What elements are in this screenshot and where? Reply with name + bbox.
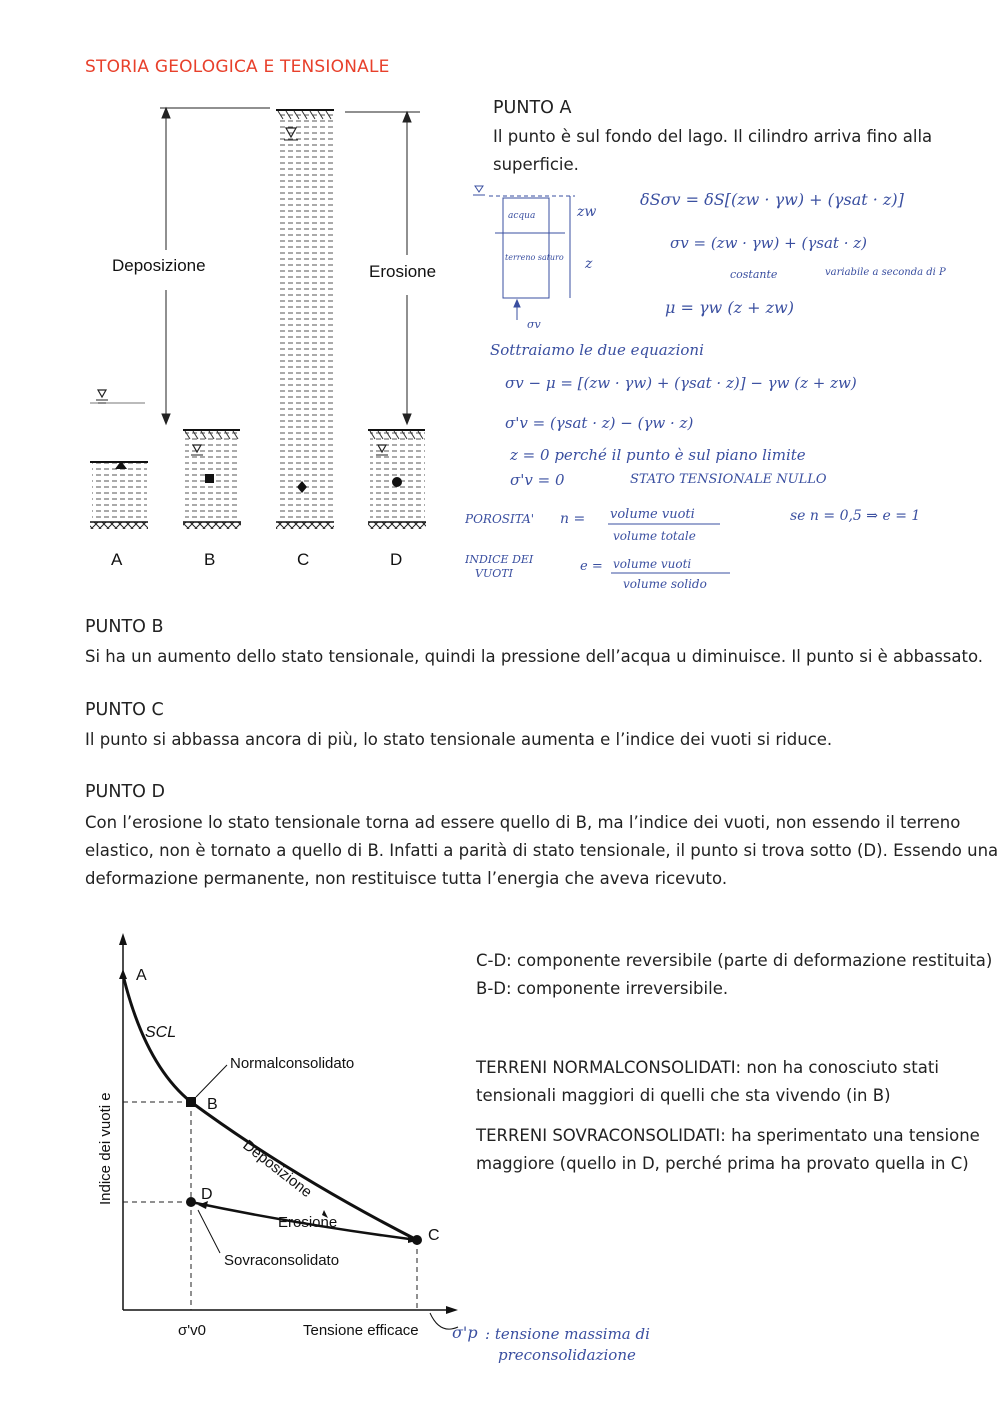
column-b: [183, 430, 241, 529]
label-scl: SCL: [145, 1024, 177, 1041]
erosione-label: Erosione: [369, 262, 437, 281]
eq1: δSσv = δS[(zw · γw) + (γsat · z)]: [640, 190, 904, 209]
label-erosione: Erosione: [278, 1214, 338, 1231]
indice-formula: e =: [580, 559, 603, 574]
porosita-den: volume totale: [613, 529, 696, 543]
label-normal: Normalconsolidato: [230, 1055, 355, 1072]
deposizione-curve: [123, 975, 417, 1240]
eq2-note2: variabile a seconda di P: [825, 267, 946, 278]
cyl-terreno: terreno saturo: [505, 253, 564, 262]
eq7-note: STATO TENSIONALE NULLO: [630, 472, 827, 487]
page-title: STORIA GEOLOGICA E TENSIONALE: [85, 57, 390, 77]
se-note: se n = 0,5 ⇒ e = 1: [790, 508, 921, 524]
eq2: σv = (zw · γw) + (γsat · z): [670, 234, 868, 252]
geological-history-figure: [80, 100, 450, 580]
y-axis-label: Indice dei vuoti e: [97, 1092, 114, 1205]
label-d: D: [201, 1186, 213, 1203]
normal-line-2: tensionali maggiori di quelli che sta vivendo (in B): [476, 1086, 891, 1105]
label-a: A: [136, 967, 147, 984]
cyl-acqua: acqua: [508, 211, 536, 221]
punto-b-text: Si ha un aumento dello stato tensionale, quindi la pressione dell’acqua u diminuisce. Il punto si è abbassato.: [85, 647, 984, 666]
point-c: [412, 1235, 422, 1245]
deposizione-label: Deposizione: [112, 256, 206, 275]
point-d: [186, 1197, 196, 1207]
punto-a-heading: PUNTO A: [493, 98, 572, 118]
cd-text: C-D: componente reversibile (parte di deformazione restituita): [476, 951, 993, 970]
x-tick-sigma-v0: σ'v0: [178, 1322, 206, 1339]
punto-c-text: Il punto si abbassa ancora di più, lo stato tensionale aumenta e l’indice dei vuoti si riduce.: [85, 730, 833, 749]
sigma-p-note-1: : tensione massima di: [485, 1325, 650, 1343]
column-d: [368, 430, 426, 529]
bd-text: B-D: componente irreversibile.: [476, 979, 729, 998]
normal-line-1: TERRENI NORMALCONSOLIDATI: non ha conosciuto stati: [476, 1058, 939, 1077]
sovra-line-1: TERRENI SOVRACONSOLIDATI: ha sperimentato una tensione: [476, 1126, 980, 1145]
eq6: z = 0 perché il punto è sul piano limite: [510, 446, 806, 464]
column-label-b: B: [204, 550, 216, 569]
cyl-zw: zw: [577, 204, 597, 220]
eq2-note1: costante: [730, 268, 778, 281]
label-sovra: Sovraconsolidato: [224, 1252, 340, 1269]
punto-d-line-3: deformazione permanente, non restituisce tutta l’energia che aveva ricevuto.: [85, 869, 728, 888]
sigma-p-label: σ'p: [452, 1323, 478, 1342]
porosita-label: POROSITA': [465, 512, 535, 526]
eq4: σv − μ = [(zw · γw) + (γsat · z)] − γw (z + zw): [505, 374, 857, 392]
indice-label-1: INDICE DEI: [465, 553, 534, 566]
cyl-sigma: σv: [527, 318, 541, 331]
porosita-formula: n =: [560, 511, 586, 527]
column-label-c: C: [297, 550, 310, 569]
label-c: C: [428, 1227, 440, 1244]
punto-d-line-1: Con l’erosione lo stato tensionale torna ad essere quello di B, ma l’indice dei vuoti, non essendo il terreno: [85, 813, 961, 832]
eq7: σ'v = 0: [510, 471, 565, 489]
punto-d-heading: PUNTO D: [85, 782, 165, 802]
sovra-line-2: maggiore (quello in D, perché prima ha provato quella in C): [476, 1154, 969, 1173]
label-deposizione: Deposizione: [239, 1136, 316, 1201]
sigma-p-note-2: preconsolidazione: [498, 1346, 636, 1364]
indice-label-2: VUOTI: [475, 567, 513, 580]
eq5: σ'v = (γsat · z) − (γw · z): [505, 414, 694, 432]
porosita-num: volume vuoti: [610, 507, 695, 522]
point-b: [186, 1097, 196, 1107]
column-label-a: A: [111, 550, 123, 569]
punto-a-text: Il punto è sul fondo del lago. Il cilindro arriva fino alla superficie.: [493, 127, 933, 174]
indice-num: volume vuoti: [613, 557, 692, 571]
cyl-z: z: [585, 256, 593, 272]
punto-b-heading: PUNTO B: [85, 617, 164, 637]
indice-den: volume solido: [623, 577, 707, 591]
subtract-note: Sottraiamo le due equazioni: [490, 341, 704, 359]
handwritten-notes: [465, 180, 985, 600]
column-c: [276, 110, 334, 529]
eq3: μ = γw (z + zw): [665, 298, 794, 317]
column-a: [90, 390, 148, 529]
label-b: B: [207, 1096, 218, 1113]
punto-d-line-2: elastico, non è tornato a quello di B. Infatti a parità di stato tensionale, il punto si trova sotto (D). Essendo una: [85, 841, 999, 860]
punto-c-heading: PUNTO C: [85, 700, 164, 720]
column-label-d: D: [390, 550, 403, 569]
x-axis-label: Tensione efficace: [303, 1322, 419, 1339]
